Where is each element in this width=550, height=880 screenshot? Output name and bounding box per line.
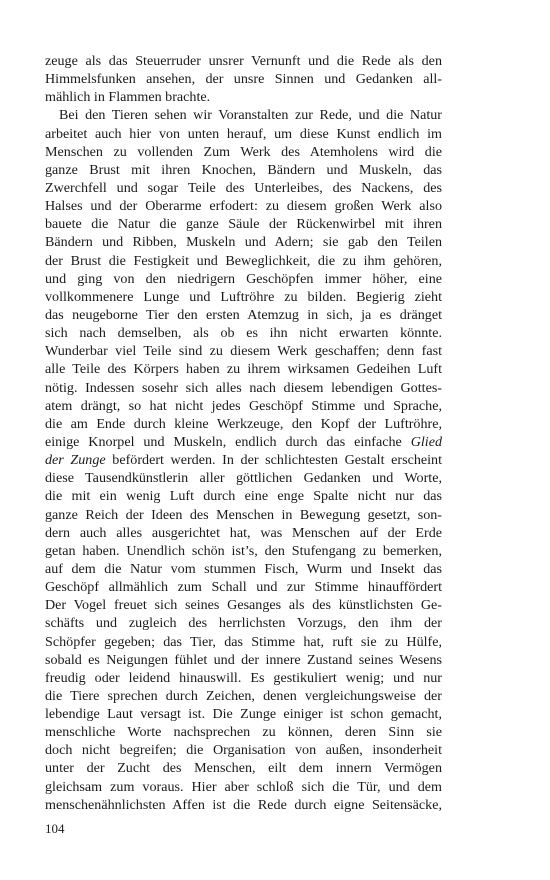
text-run: Bei den Tieren sehen wir Voranstalten zur Rede, und die Natur — [59, 107, 442, 124]
text-run: Der Vogel freuet sich seines Gesanges als des künstlichsten Ge- — [45, 597, 442, 614]
text-run: diese Tausendkünstlerin aller göttlichen Gedanken und Worte, — [45, 470, 442, 487]
text-line — [45, 52, 442, 70]
text-run: der Brust die Festigkeit und Beweglichkeit, die zu ihm gehören, — [45, 252, 442, 269]
text-line — [45, 88, 442, 106]
text-run: schäfts und zugleich des herrlichsten Vorzugs, den ihm der — [45, 615, 442, 632]
text-line — [45, 161, 442, 179]
text-run: gleichsam zum voraus. Hier aber schloß sich die Tür, und dem — [45, 778, 442, 795]
body-text — [45, 52, 442, 814]
text-line — [45, 506, 442, 524]
text-line — [45, 796, 442, 814]
text-run: einige Knorpel und Muskeln, endlich durch das einfache — [45, 433, 411, 450]
text-run: Schöpfer gegeben; das Tier, das Stimme hat, ruft sie zu Hülfe, — [45, 633, 442, 650]
text-line — [45, 687, 442, 705]
text-run: Zwerchfell und sogar Teile des Unterleibes, des Nackens, des — [45, 179, 442, 196]
text-run: lebendige Laut versagt ist. Die Zunge einiger ist schon gemacht, — [45, 706, 442, 723]
text-line — [45, 723, 442, 741]
text-line — [45, 669, 442, 687]
text-line — [45, 324, 442, 342]
text-run: Menschen zu vollenden Zum Werk des Atemholens wird die — [45, 143, 442, 160]
text-line — [45, 705, 442, 723]
text-run: sobald es Neigungen fühlet und der innere Zustand seines Wesens — [45, 651, 442, 668]
text-run: menschenähnlichsten Affen ist die Rede durch eigne Seitensäcke, — [45, 796, 442, 813]
text-line — [45, 433, 442, 451]
text-line — [45, 487, 442, 505]
text-run: das neugeborne Tier den ersten Atemzug in sich, ja es dränget — [45, 306, 442, 323]
text-run: menschliche Worte nachsprechen zu können, deren Sinn sie — [45, 724, 442, 741]
text-run: atem drängt, so hat nicht jedes Geschöpf Stimme und Sprache, — [45, 397, 442, 414]
text-run: freudig oder leidend hinauswill. Es gestikuliert wenig; und nur — [45, 669, 442, 686]
text-run: getan haben. Unendlich schön ist’s, den Stufengang zu bemerken, — [45, 542, 442, 559]
text-run: unter der Zucht des Menschen, eilt dem innern Vermögen — [45, 760, 442, 777]
text-line — [45, 143, 442, 161]
text-line — [45, 560, 442, 578]
text-line — [45, 397, 442, 415]
text-line — [45, 306, 442, 324]
text-line — [45, 288, 442, 306]
text-run: Bändern und Ribben, Muskeln und Adern; sie gab den Teilen — [45, 234, 442, 251]
text-line — [45, 542, 442, 560]
text-run: doch nicht begreifen; die Organisation von außen, insonderheit — [45, 742, 442, 759]
text-run: Halses und der Oberarme erfodert: zu diesem großen Werk also — [45, 198, 442, 215]
text-line — [45, 759, 442, 777]
text-line — [45, 106, 442, 124]
italic-text: der Zunge — [45, 452, 106, 469]
text-run: die Tiere sprechen durch Zeichen, denen vergleichungsweise der — [45, 687, 442, 704]
text-line — [45, 70, 442, 88]
text-line — [45, 270, 442, 288]
text-line — [45, 469, 442, 487]
text-run: ganze Reich der Ideen des Menschen in Bewegung gesetzt, son- — [45, 506, 442, 523]
text-run: auf dem die Natur vom stummen Fisch, Wurm und Insekt das — [45, 560, 442, 577]
text-line — [45, 215, 442, 233]
text-run: die mit ein wenig Luft durch eine enge Spalte nicht nur das — [45, 488, 442, 505]
text-run: dern auch alles ausgerichtet hat, was Menschen auf der Erde — [45, 524, 442, 541]
text-line — [45, 524, 442, 542]
text-line — [45, 252, 442, 270]
text-run: befördert werden. In der schlichtesten Gestalt erscheint — [105, 452, 442, 469]
text-run: Himmelsfunken ansehen, der unsre Sinnen und Gedanken all- — [45, 71, 442, 88]
text-line — [45, 125, 442, 143]
text-run: Geschöpf allmählich zum Schall und zur Stimme hinauffördert — [45, 579, 442, 596]
text-line — [45, 596, 442, 614]
text-line — [45, 578, 442, 596]
text-line — [45, 778, 442, 796]
text-line — [45, 633, 442, 651]
text-run: ganze Brust mit ihren Knochen, Bändern und Muskeln, das — [45, 161, 442, 178]
page-number: 104 — [45, 821, 65, 836]
italic-text: Glied — [410, 433, 442, 450]
text-line — [45, 197, 442, 215]
text-line — [45, 451, 442, 469]
text-line — [45, 614, 442, 632]
text-line — [45, 741, 442, 759]
text-run: Wunderbar viel Teile sind zu diesem Werk geschaffen; denn fast — [45, 343, 442, 360]
text-run: vollkommenere Lunge und Luftröhre zu bilden. Begierig zieht — [45, 288, 442, 305]
text-line — [45, 651, 442, 669]
text-run: mählich in Flammen brachte. — [45, 89, 211, 106]
text-line — [45, 342, 442, 360]
text-run: bauete die Natur die ganze Säule der Rückenwirbel mit ihren — [45, 216, 442, 233]
text-line — [45, 179, 442, 197]
text-run: die am Ende durch kleine Werkzeuge, den Kopf der Luftröhre, — [45, 415, 442, 432]
text-run: arbeitet auch hier von unten herauf, um diese Kunst endlich im — [45, 125, 442, 142]
text-run: alle Teile des Körpers haben zu ihrem wirksamen Gedeihen Luft — [45, 361, 442, 378]
text-line — [45, 360, 442, 378]
text-run: nötig. Indessen sosehr sich alles nach diesem lebendigen Gottes- — [45, 379, 442, 396]
text-run: sich nach demselben, als ob es ihn nicht erwarten könnte. — [45, 325, 442, 342]
text-run: zeuge als das Steuerruder unsrer Vernunft und die Rede als den — [45, 53, 442, 69]
text-line — [45, 233, 442, 251]
text-line — [45, 415, 442, 433]
text-run: und ging von den niedrigern Geschöpfen immer höher, eine — [45, 270, 442, 287]
text-line — [45, 379, 442, 397]
